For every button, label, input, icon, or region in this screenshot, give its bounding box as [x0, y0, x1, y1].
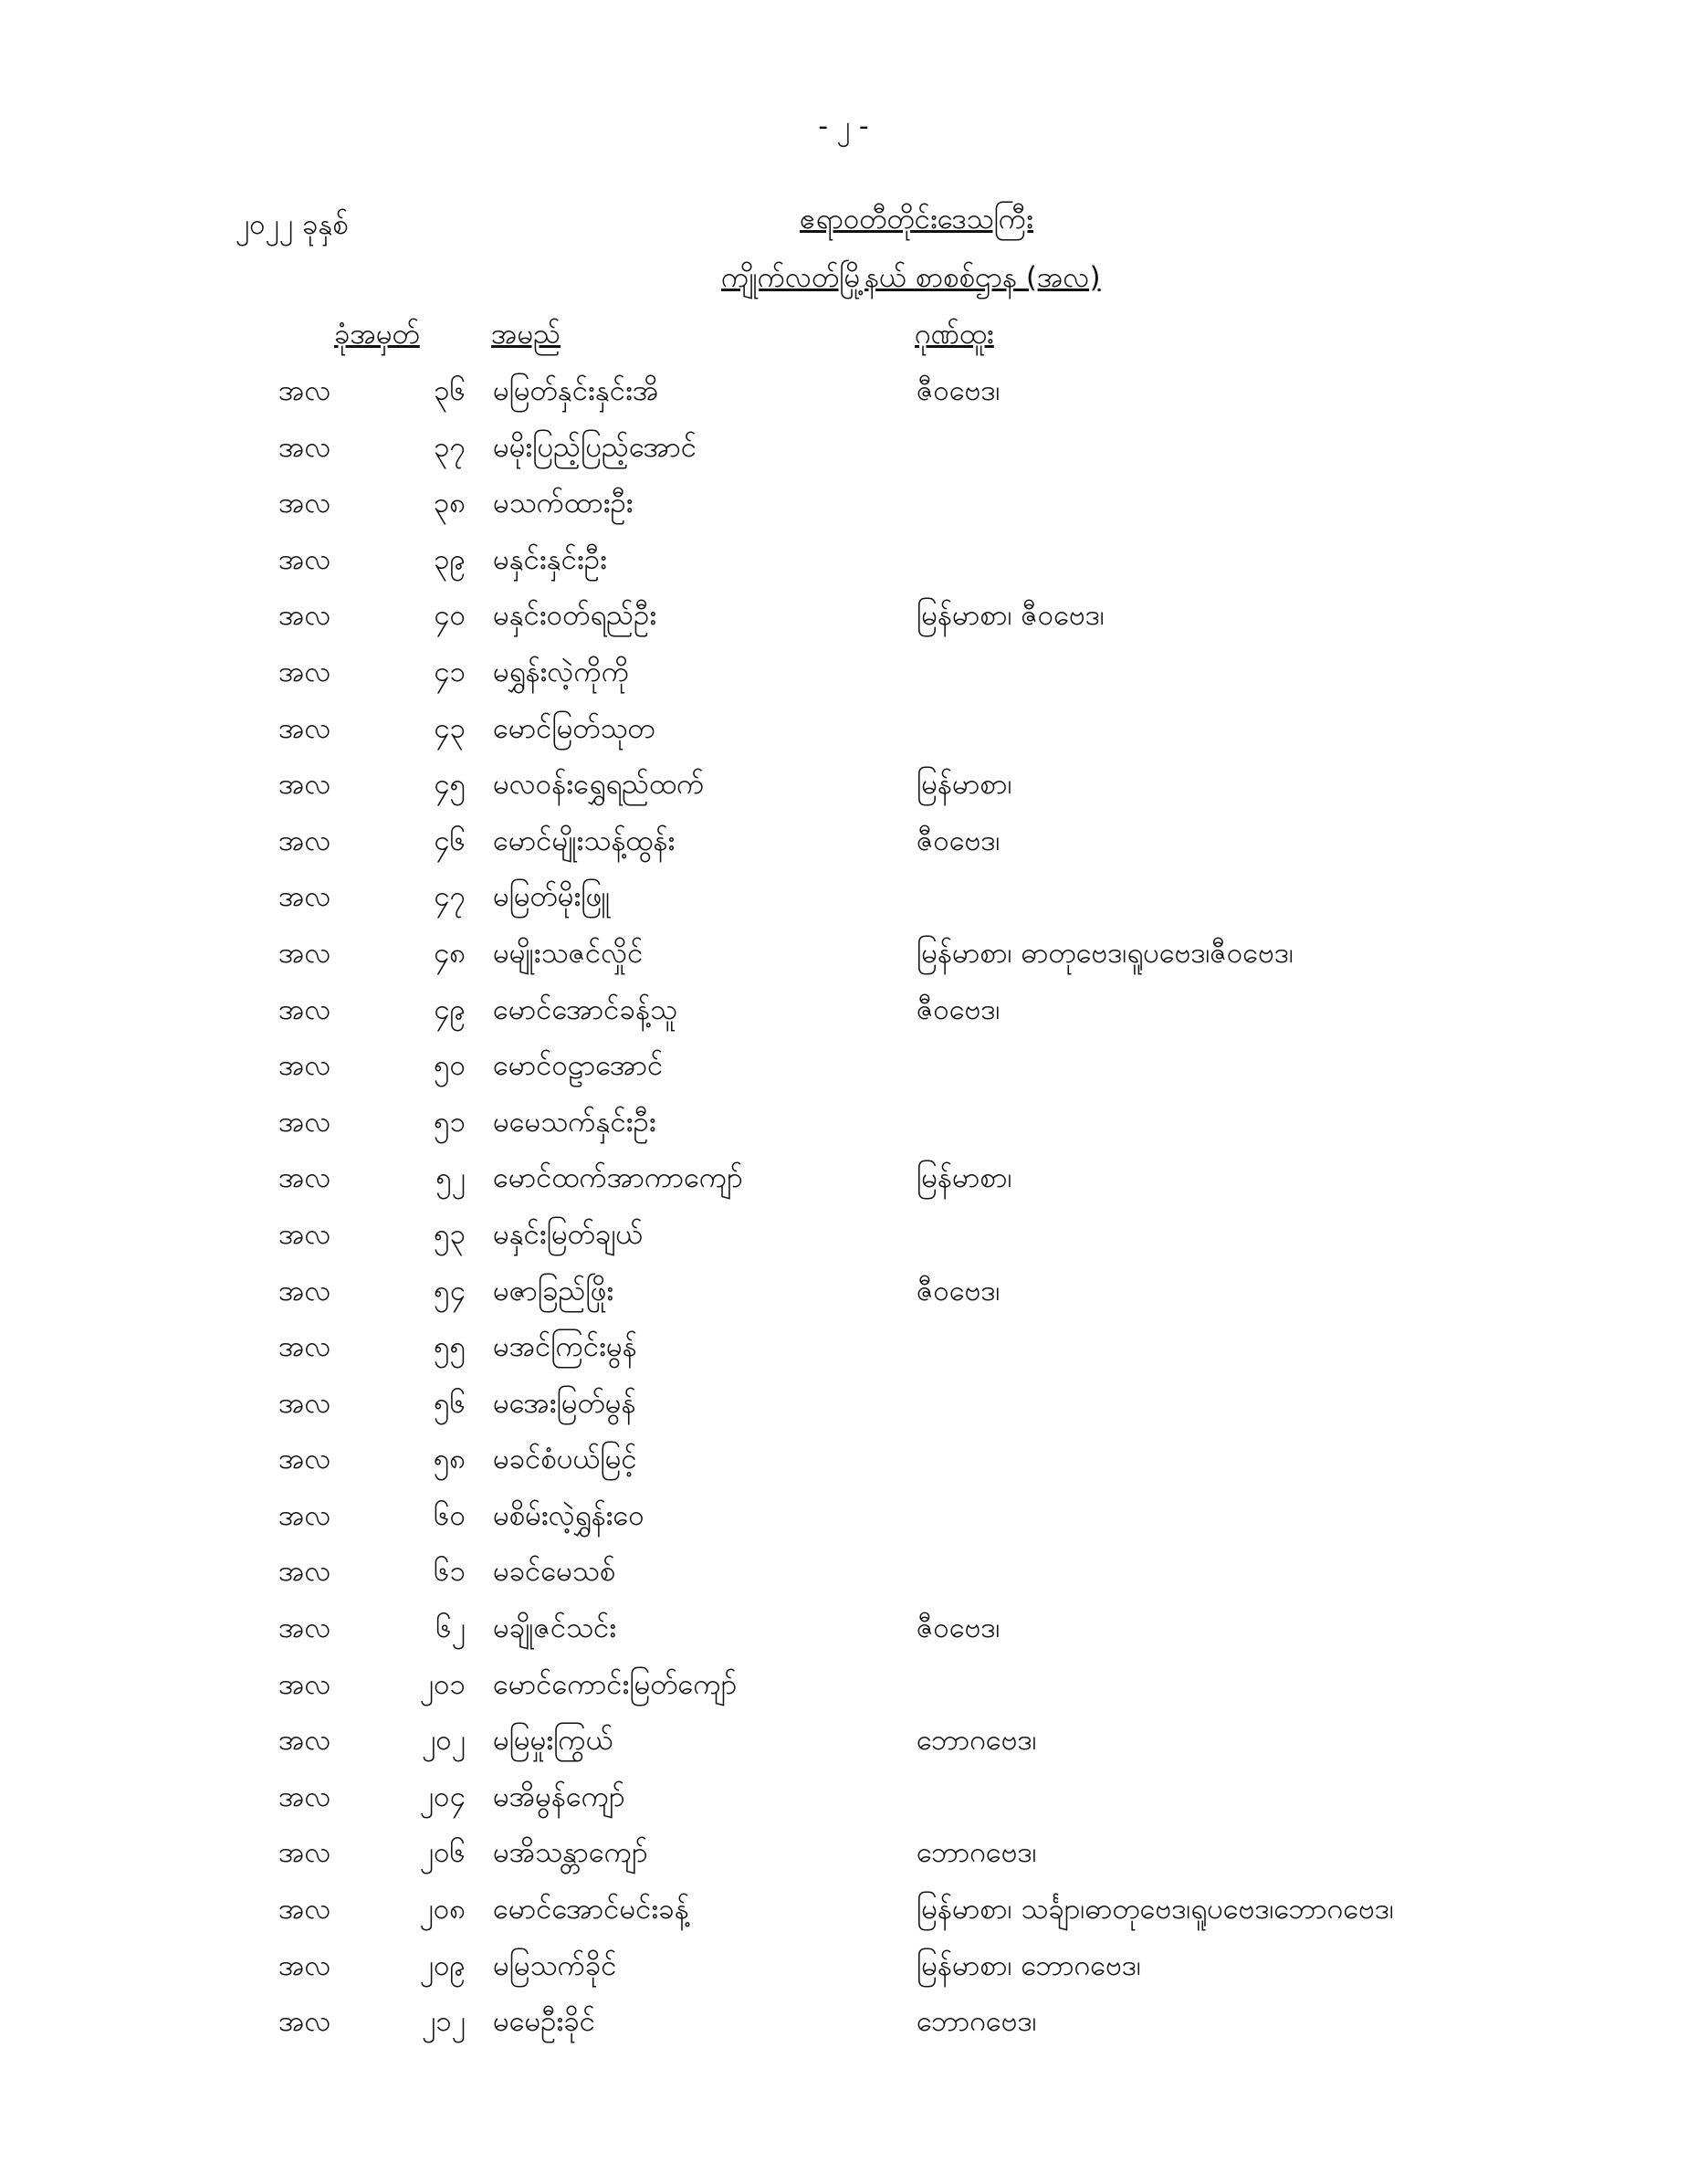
roll-number: ၅၁ [434, 1105, 466, 1139]
roll-prefix: အလ [278, 487, 331, 520]
student-name: မခင်မေသစ် [493, 1555, 616, 1589]
distinction-subjects: မြန်မာစာ၊ ဇီဝဗေဒ၊ [917, 599, 1105, 633]
student-name: မရွှန်းလဲ့ကိုကို [493, 655, 630, 688]
roll-prefix: အလ [278, 374, 331, 407]
roll-prefix: အလ [278, 1217, 331, 1251]
roll-number: ၃၉ [434, 542, 466, 576]
student-name: မမြတ်မိုးဖြူ [493, 880, 611, 914]
table-row [0, 595, 1687, 652]
roll-prefix: အလ [278, 430, 331, 464]
roll-number: ၂၀၉ [419, 1948, 466, 1982]
roll-number: ၂၀၆ [419, 1836, 466, 1870]
student-name: မအိမွန်ကျော် [493, 1780, 625, 1813]
table-row [0, 1608, 1687, 1664]
student-name: မချိုဇင်သင်း [493, 1612, 617, 1645]
roll-prefix: အလ [278, 1724, 331, 1758]
student-name: မမေဦးခိုင် [493, 2005, 595, 2039]
table-row [0, 427, 1687, 484]
roll-number: ၄၀ [434, 599, 466, 633]
table-row [0, 1720, 1687, 1777]
student-name: မမိုးပြည့်ပြည့်အောင် [493, 430, 697, 464]
student-name: မနှင်းနှင်းဦး [493, 542, 607, 576]
student-name: မမျိုးသဇင်လှိုင် [493, 936, 644, 970]
roll-prefix: အလ [278, 1893, 331, 1927]
roll-prefix: အလ [278, 1049, 331, 1083]
roll-number: ၅၃ [434, 1217, 466, 1251]
roll-number: ၄၃ [434, 711, 466, 745]
roll-number: ၅၀ [434, 1049, 466, 1083]
roll-prefix: အလ [278, 1555, 331, 1589]
student-name: မောင်ဝဠာအောင် [493, 1049, 664, 1083]
roll-prefix: အလ [278, 655, 331, 688]
roll-prefix: အလ [278, 1498, 331, 1532]
distinction-subjects: ဘောဂဗေဒ၊ [917, 1724, 1037, 1758]
roll-number: ၆၁ [434, 1555, 466, 1589]
table-row [0, 764, 1687, 821]
table-row [0, 483, 1687, 540]
distinction-subjects: မြန်မာစာ၊ သင်္ချာ၊ဓာတုဗေဒ၊ရူပဗေဒ၊ဘောဂဗေဒ၊ [917, 1893, 1394, 1927]
header-roll-no: ခုံအမှတ် [334, 318, 420, 351]
roll-prefix: အလ [278, 1386, 331, 1420]
roll-number: ၂၀၁ [419, 1667, 466, 1701]
student-name: မမြတ်နှင်းနှင်းအိ [493, 374, 659, 407]
roll-prefix: အလ [278, 542, 331, 576]
distinction-subjects: ဘောဂဗေဒ၊ [917, 2005, 1037, 2039]
roll-number: ၆၂ [435, 1612, 466, 1645]
student-name: မောင်အောင်မင်းခန့် [493, 1893, 689, 1927]
roll-prefix: အလ [278, 936, 331, 970]
table-row [0, 1045, 1687, 1102]
roll-prefix: အလ [278, 1948, 331, 1982]
student-name: မောင်အောင်ခန့်သူ [493, 992, 677, 1026]
roll-prefix: အလ [278, 711, 331, 745]
roll-prefix: အလ [278, 1443, 331, 1476]
roll-number: ၃၈ [433, 487, 466, 520]
page-number: - ၂ - [818, 110, 869, 142]
roll-number: ၂၀၈ [419, 1893, 466, 1927]
table-row [0, 1102, 1687, 1159]
distinction-subjects: ဇီဝဗေဒ၊ [917, 1612, 1001, 1645]
table-row [0, 2001, 1687, 2058]
table-row [0, 1327, 1687, 1383]
roll-prefix: အလ [278, 1274, 331, 1307]
roll-prefix: အလ [278, 880, 331, 914]
roll-prefix: အလ [278, 1330, 331, 1364]
roll-prefix: အလ [278, 2005, 331, 2039]
distinction-subjects: မြန်မာစာ၊ ဘောဂဗေဒ၊ [917, 1948, 1141, 1982]
roll-number: ၅၈ [433, 1443, 466, 1476]
distinction-subjects: ဇီဝဗေဒ၊ [917, 1274, 1001, 1307]
student-name: မောင်မြတ်သုတ [493, 711, 655, 745]
student-name: မသက်ထားဦး [493, 487, 634, 520]
student-name: မအိသန္တာကျော် [493, 1836, 648, 1870]
student-name: မမြသက်ခိုင် [493, 1948, 617, 1982]
table-row [0, 371, 1687, 427]
distinction-subjects: ဘောဂဗေဒ၊ [917, 1836, 1037, 1870]
student-name: မအင်ကြင်းမွန် [493, 1330, 637, 1364]
distinction-subjects: မြန်မာစာ၊ ဓာတုဗေဒ၊ရူပဗေဒ၊ဇီဝဗေဒ၊ [917, 936, 1294, 970]
roll-prefix: အလ [278, 1161, 331, 1195]
table-row [0, 1439, 1687, 1496]
roll-number: ၄၆ [434, 824, 466, 857]
table-row [0, 1889, 1687, 1946]
student-name: မနှင်းမြတ်ချယ် [493, 1217, 644, 1251]
roll-number: ၄၁ [434, 655, 466, 688]
table-row [0, 1832, 1687, 1889]
roll-number: ၄၈ [433, 936, 466, 970]
student-name: မောင်ကောင်းမြတ်ကျော် [493, 1667, 738, 1701]
distinction-subjects: မြန်မာစာ၊ [917, 768, 1012, 802]
exam-center-subtitle: ကျိုက်လတ်မြို့နယ် စာစစ်ဌာန (အလ) [721, 261, 1101, 294]
table-row [0, 1383, 1687, 1440]
roll-number: ၆၀ [434, 1498, 466, 1532]
roll-number: ၃၆ [434, 374, 466, 407]
distinction-subjects: ဇီဝဗေဒ၊ [917, 824, 1001, 857]
roll-prefix: အလ [278, 1105, 331, 1139]
roll-number: ၂၀၄ [419, 1780, 466, 1813]
student-name: မလဝန်းရွှေရည်ထက် [493, 768, 705, 802]
table-row [0, 821, 1687, 877]
roll-number: ၂၁၂ [422, 2005, 466, 2039]
roll-number: ၄၇ [434, 880, 466, 914]
table-row [0, 652, 1687, 709]
results-list [0, 371, 1687, 2058]
roll-number: ၅၄ [434, 1274, 466, 1307]
roll-prefix: အလ [278, 768, 331, 802]
student-name: မခင်စံပယ်မြင့် [493, 1443, 637, 1476]
roll-number: ၂၀၂ [422, 1724, 466, 1758]
header-name: အမည် [491, 318, 561, 351]
table-row [0, 1777, 1687, 1833]
exam-year: ၂၀၂၂ ခုနှစ် [236, 208, 349, 241]
table-row [0, 1551, 1687, 1608]
roll-prefix: အလ [278, 1667, 331, 1701]
roll-prefix: အလ [278, 1612, 331, 1645]
distinction-subjects: ဇီဝဗေဒ၊ [917, 992, 1001, 1026]
student-name: မစိမ်းလဲ့ရွှန်းဝေ [493, 1498, 644, 1532]
distinction-subjects: မြန်မာစာ၊ [917, 1161, 1012, 1195]
student-name: မအေးမြတ်မွန် [493, 1386, 636, 1420]
roll-number: ၅၆ [434, 1386, 466, 1420]
roll-number: ၅၅ [434, 1330, 466, 1364]
table-row [0, 1946, 1687, 2002]
table-row [0, 1496, 1687, 1552]
student-name: မောင်ထက်အာကာကျော် [493, 1161, 743, 1195]
roll-prefix: အလ [278, 824, 331, 857]
table-row [0, 1158, 1687, 1214]
student-name: မောင်မျိုးသန့်ထွန်း [493, 824, 676, 857]
roll-number: ၅၂ [435, 1161, 466, 1195]
table-row [0, 709, 1687, 765]
header-distinction: ဂုဏ်ထူး [915, 318, 994, 351]
roll-prefix: အလ [278, 1836, 331, 1870]
distinction-subjects: ဇီဝဗေဒ၊ [917, 374, 1001, 407]
student-name: မဇာခြည်ဖြိုး [493, 1274, 614, 1307]
table-row [0, 1214, 1687, 1271]
student-name: မနှင်းဝတ်ရည်ဦး [493, 599, 657, 633]
student-name: မမေသက်နှင်းဦး [493, 1105, 656, 1139]
roll-number: ၃၇ [434, 430, 466, 464]
table-row [0, 1664, 1687, 1721]
table-row [0, 933, 1687, 990]
roll-prefix: အလ [278, 992, 331, 1026]
student-name: မမြမှုးကြွယ် [493, 1724, 613, 1758]
roll-number: ၄၉ [434, 992, 466, 1026]
table-row [0, 877, 1687, 933]
table-row [0, 1271, 1687, 1328]
roll-number: ၄၅ [434, 768, 466, 802]
table-row [0, 990, 1687, 1046]
roll-prefix: အလ [278, 1780, 331, 1813]
table-row [0, 540, 1687, 596]
roll-prefix: အလ [278, 599, 331, 633]
region-title: ဧရာဝတီတိုင်းဒေသကြီး [800, 203, 1033, 236]
